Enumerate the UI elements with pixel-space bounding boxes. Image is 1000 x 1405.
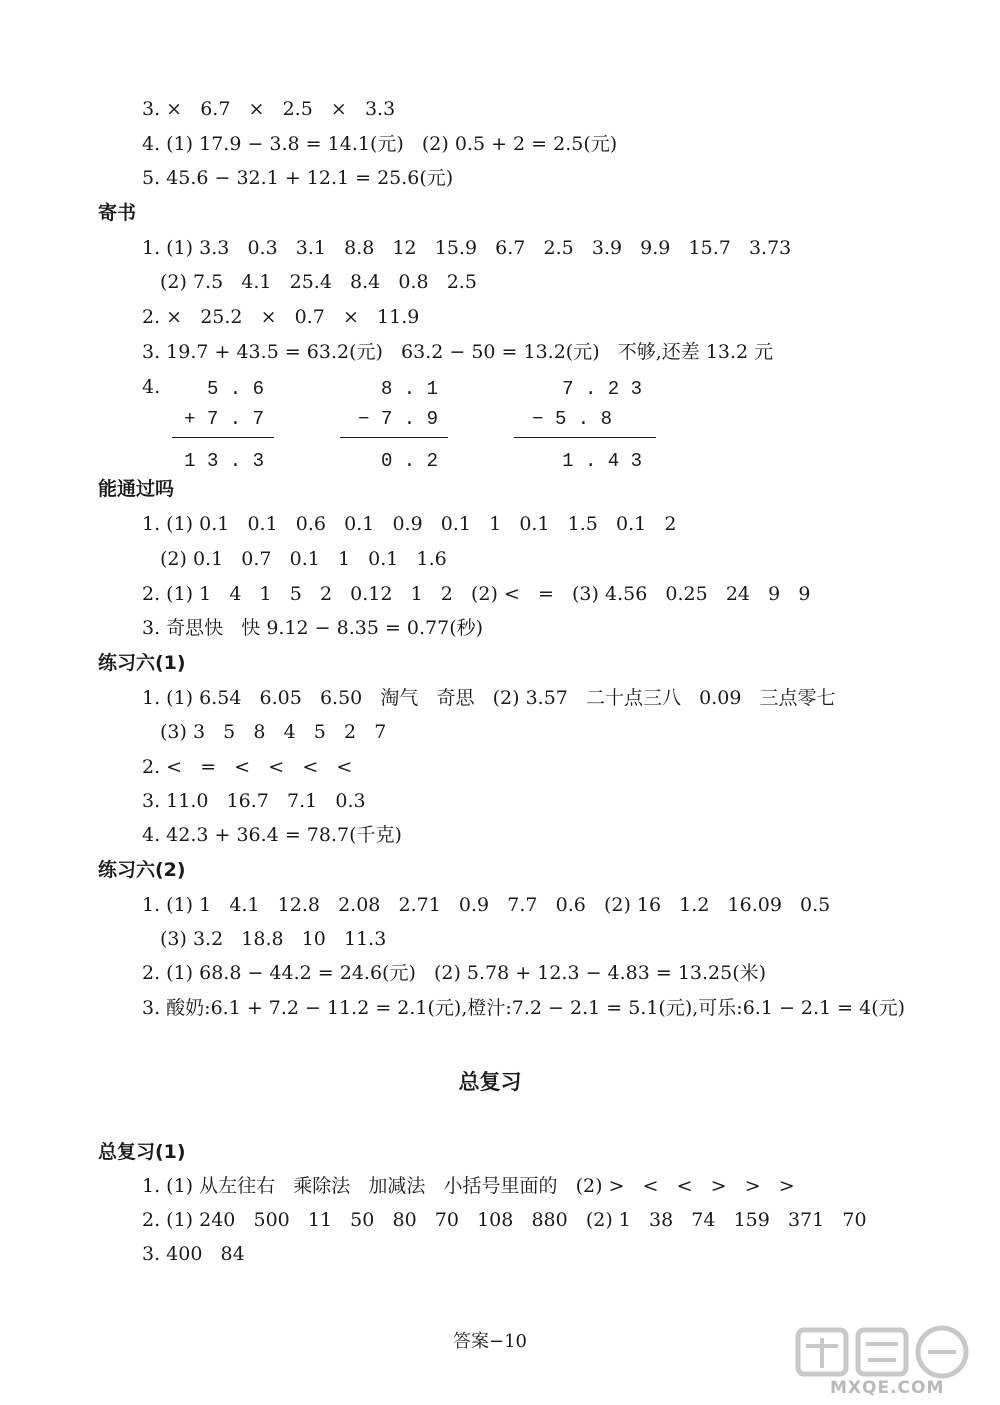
section-heading-jishu: 寄书 xyxy=(98,202,137,224)
vcalc-result: 0 . 2 xyxy=(380,450,438,472)
line-s3-3: 3. 11.0 16.7 7.1 0.3 xyxy=(142,790,366,812)
vcalc-result: 1 3 . 3 xyxy=(184,450,264,472)
vcalc-rule xyxy=(514,437,656,438)
vcalc-rule xyxy=(172,437,274,438)
vertical-calc-3 xyxy=(514,374,656,476)
vcalc-rule xyxy=(340,437,448,438)
line-s2-1: (2) 0.1 0.7 0.1 1 0.1 1.6 xyxy=(160,548,447,570)
line-s2-0: 1. (1) 0.1 0.1 0.6 0.1 0.9 0.1 1 0.1 1.5 0.1 2 xyxy=(142,513,677,535)
line-s0-0: 3. × 6.7 × 2.5 × 3.3 xyxy=(142,98,396,120)
vcalc-result: 1 . 4 3 xyxy=(562,450,642,472)
vcalc-top: 7 . 2 3 xyxy=(562,378,642,400)
vcalc-op: − 7 . 9 xyxy=(358,408,438,430)
line-s0-1: 4. (1) 17.9 − 3.8 = 14.1(元) (2) 0.5 + 2 = 2.5(元) xyxy=(142,133,618,155)
line-s1-0: 1. (1) 3.3 0.3 3.1 8.8 12 15.9 6.7 2.5 3.9 9.9 15.7 3.73 xyxy=(142,237,792,259)
line-review-2: 3. 400 84 xyxy=(142,1243,245,1265)
line-s4-1: (3) 3.2 18.8 10 11.3 xyxy=(160,928,387,950)
section-heading-review-1: 总复习(1) xyxy=(98,1141,186,1163)
page-footer: 答案−10 xyxy=(453,1331,527,1352)
vcalc-op: + 7 . 7 xyxy=(184,408,264,430)
line-review-0: 1. (1) 从左往右 乘除法 加减法 小括号里面的 (2) > < < > > > xyxy=(142,1175,795,1197)
vertical-calc-2 xyxy=(340,374,448,476)
line-s1-4: 4. xyxy=(142,376,161,398)
line-s4-3: 3. 酸奶:6.1 + 7.2 − 11.2 = 2.1(元),橙汁:7.2 − 2.1 = 5.1(元),可乐:6.1 − 2.1 = 4(元) xyxy=(142,997,906,1019)
watermark-text: MXQE.COM xyxy=(830,1378,945,1398)
chapter-title: 总复习 xyxy=(458,1070,522,1094)
line-s2-3: 3. 奇思快 快 9.12 − 8.35 = 0.77(秒) xyxy=(142,617,484,639)
line-s4-2: 2. (1) 68.8 − 44.2 = 24.6(元) (2) 5.78 + 12.3 − 4.83 = 13.25(米) xyxy=(142,962,767,984)
line-s3-4: 4. 42.3 + 36.4 = 78.7(千克) xyxy=(142,824,402,846)
line-s2-2: 2. (1) 1 4 1 5 2 0.12 1 2 (2) < = (3) 4.56 0.25 24 9 9 xyxy=(142,583,811,605)
line-s1-1: (2) 7.5 4.1 25.4 8.4 0.8 2.5 xyxy=(160,271,477,293)
line-s3-2: 2. < = < < < < xyxy=(142,756,353,778)
section-heading-lianxi6-2: 练习六(2) xyxy=(98,859,186,881)
vertical-calc-1 xyxy=(172,374,274,476)
line-s3-0: 1. (1) 6.54 6.05 6.50 淘气 奇思 (2) 3.57 二十点三八 0.09 三点零七 xyxy=(142,687,836,709)
line-s1-2: 2. × 25.2 × 0.7 × 11.9 xyxy=(142,306,420,328)
line-s4-0: 1. (1) 1 4.1 12.8 2.08 2.71 0.9 7.7 0.6 (2) 16 1.2 16.09 0.5 xyxy=(142,894,831,916)
line-s1-3: 3. 19.7 + 43.5 = 63.2(元) 63.2 − 50 = 13.2(元) 不够,还差 13.2 元 xyxy=(142,341,774,363)
vcalc-top: 8 . 1 xyxy=(380,378,438,400)
vcalc-top: 5 . 6 xyxy=(206,378,264,400)
vcalc-op: − 5 . 8 xyxy=(532,408,612,430)
line-review-1: 2. (1) 240 500 11 50 80 70 108 880 (2) 1 38 74 159 371 70 xyxy=(142,1209,867,1231)
line-s0-2: 5. 45.6 − 32.1 + 12.1 = 25.6(元) xyxy=(142,167,454,189)
section-heading-nengtongguoma: 能通过吗 xyxy=(98,478,175,500)
line-s3-1: (3) 3 5 8 4 5 2 7 xyxy=(160,721,387,743)
section-heading-lianxi6-1: 练习六(1) xyxy=(98,652,186,674)
